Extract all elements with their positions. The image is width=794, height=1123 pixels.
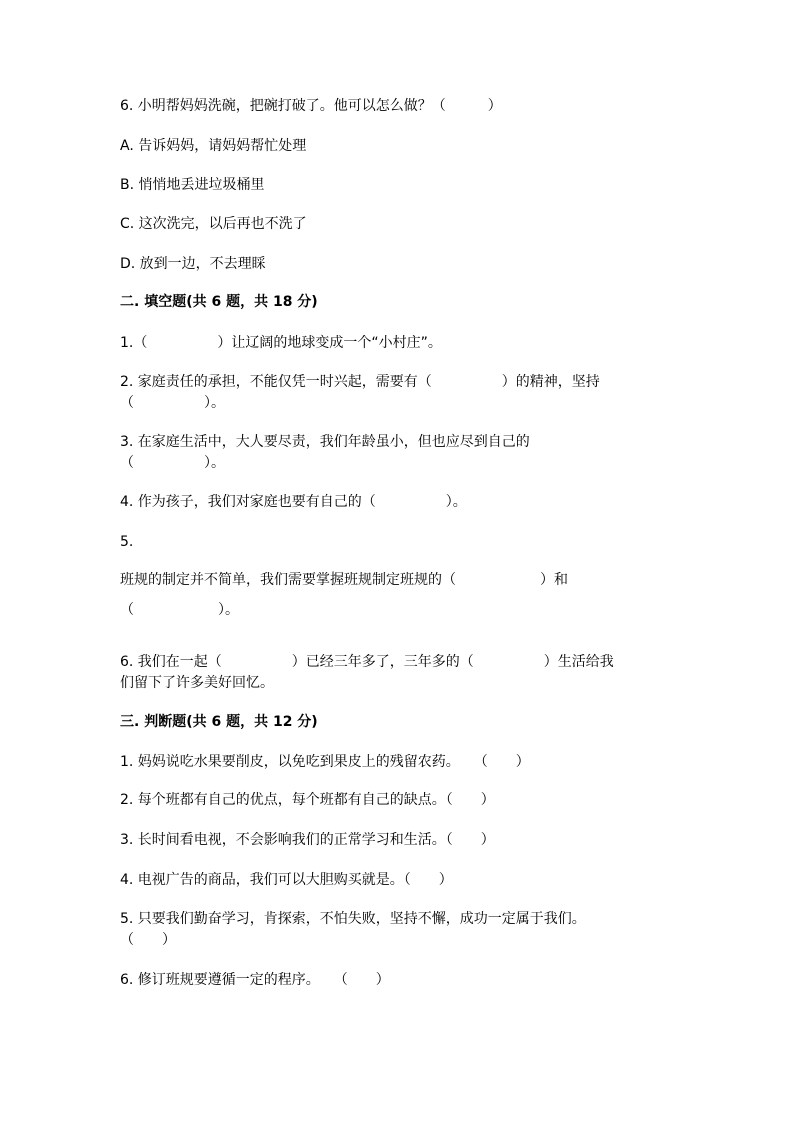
section-title-true-false: 三. 判断题(共 6 题，共 12 分)	[120, 714, 318, 730]
fill-item-6-cont: 们留下了许多美好回忆。	[120, 675, 274, 691]
tf-item-1: 1. 妈妈说吃水果要削皮，以免吃到果皮上的残留农药。 （ ）	[120, 754, 530, 770]
tf-item-3: 3. 长时间看电视，不会影响我们的正常学习和生活。（ ）	[120, 832, 495, 848]
fill-item-2: 2. 家庭责任的承担，不能仅凭一时兴起，需要有（ ）的精神，坚持	[120, 374, 600, 390]
fill-item-5: 班规的制定并不简单，我们需要掌握班规制定班规的（ ）和	[120, 572, 568, 588]
choice-question-6: 6. 小明帮妈妈洗碗，把碗打破了。他可以怎么做？（ ）	[120, 98, 502, 114]
fill-item-3-cont: （ ）。	[120, 455, 225, 471]
tf-item-5-cont: （ ）	[120, 932, 176, 948]
tf-item-4: 4. 电视广告的商品，我们可以大胆购买就是。（ ）	[120, 872, 453, 888]
fill-item-1: 1.（ ）让辽阔的地球变成一个“小村庄”。	[120, 335, 442, 351]
fill-item-5-cont: （ ）。	[120, 602, 239, 618]
option-b: B. 悄悄地丢进垃圾桶里	[120, 177, 265, 193]
option-c: C. 这次洗完，以后再也不洗了	[120, 216, 307, 232]
option-a: A. 告诉妈妈，请妈妈帮忙处理	[120, 138, 307, 154]
tf-item-6: 6. 修订班规要遵循一定的程序。 （ ）	[120, 972, 390, 988]
fill-item-6: 6. 我们在一起（ ）已经三年多了，三年多的（ ）生活给我	[120, 654, 614, 670]
tf-item-5: 5. 只要我们勤奋学习，肯探索，不怕失败，坚持不懈，成功一定属于我们。	[120, 911, 586, 927]
fill-item-2-cont: （ ）。	[120, 395, 225, 411]
option-d: D. 放到一边，不去理睬	[120, 256, 266, 272]
tf-item-2: 2. 每个班都有自己的优点，每个班都有自己的缺点。（ ）	[120, 792, 495, 808]
fill-item-3: 3. 在家庭生活中，大人要尽责，我们年龄虽小，但也应尽到自己的	[120, 434, 530, 450]
fill-item-4: 4. 作为孩子，我们对家庭也要有自己的（ ）。	[120, 494, 467, 510]
section-title-fill-blank: 二. 填空题(共 6 题，共 18 分)	[120, 294, 318, 310]
fill-item-5-number: 5.	[120, 534, 134, 550]
